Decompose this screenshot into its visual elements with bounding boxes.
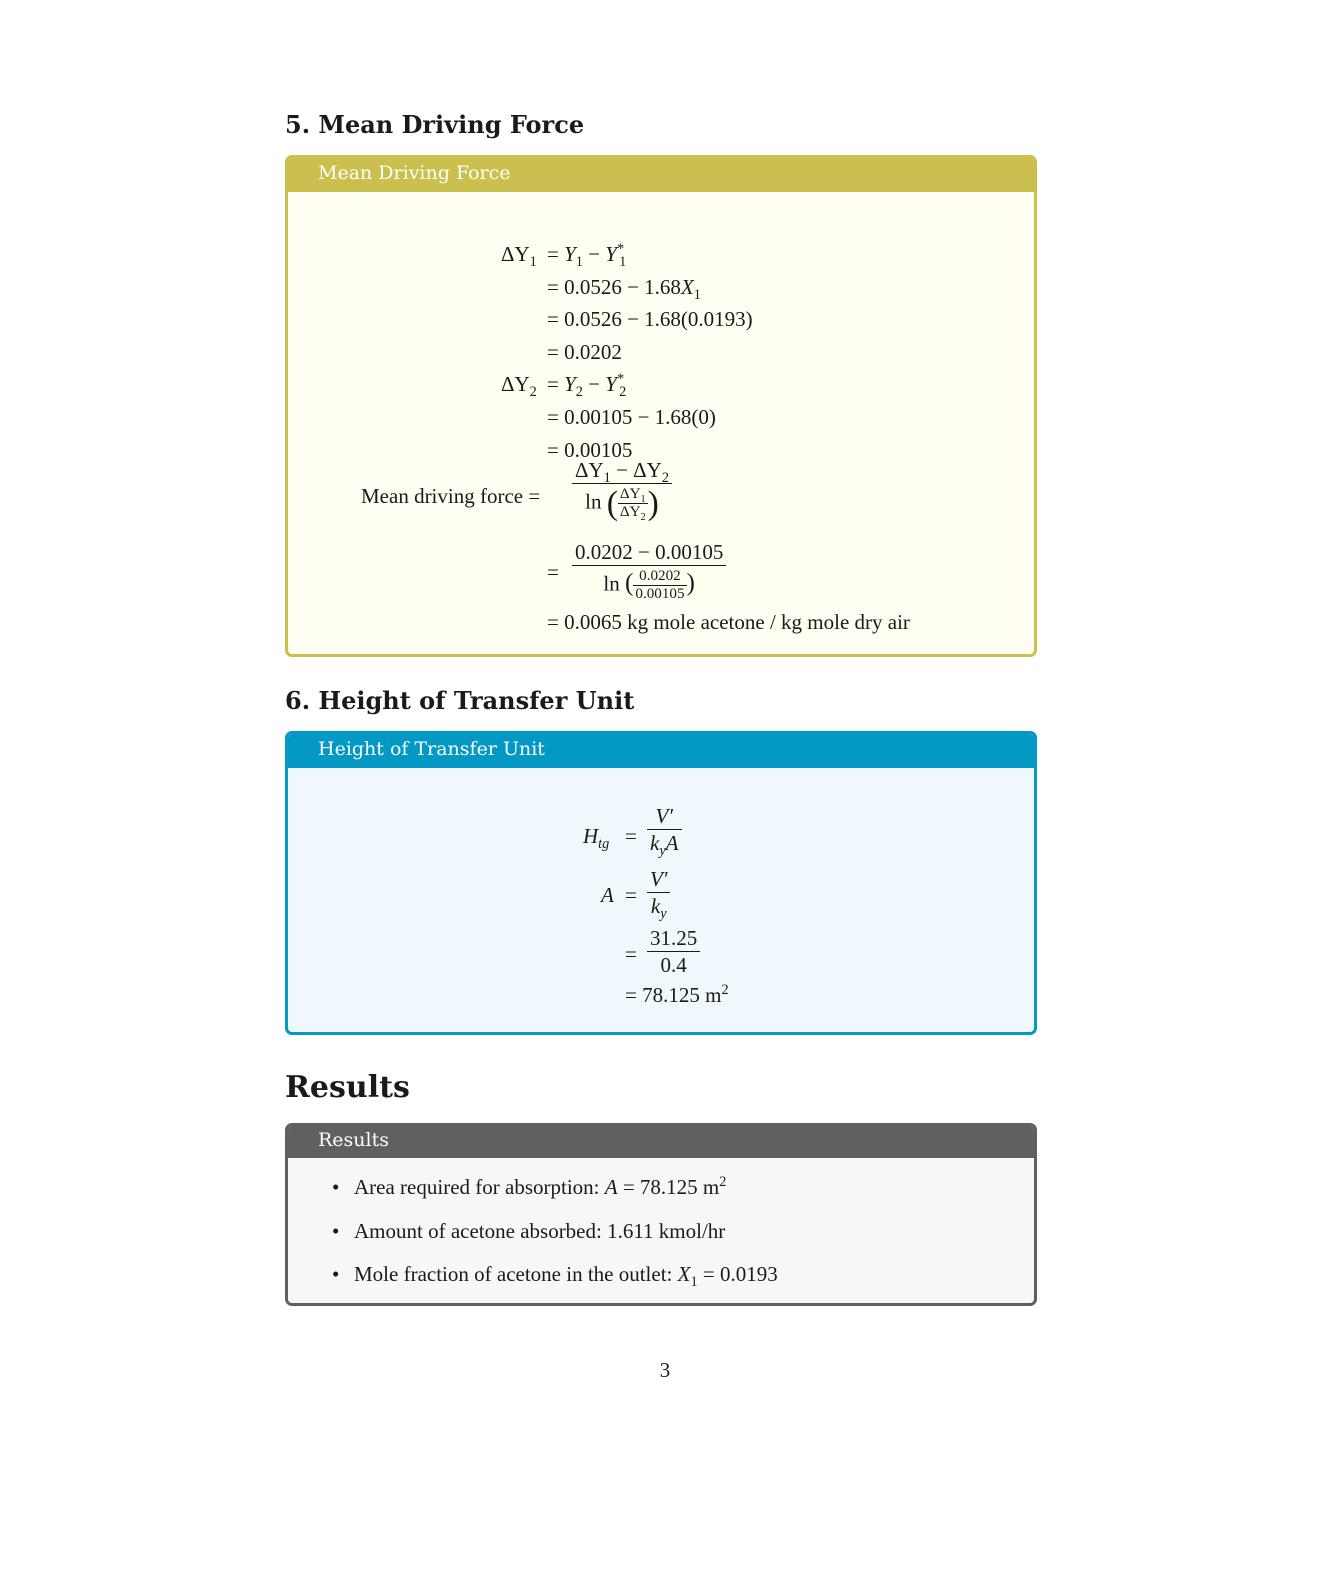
height-transfer-unit-box: [285, 731, 1037, 1035]
delta-y1-step-3: = 0.0526 − 1.68(0.0193): [547, 307, 753, 331]
mean-driving-force-box-title: Mean Driving Force: [285, 155, 1037, 192]
delta-y2-lhs: $\Delta Y_2$: [501, 372, 537, 401]
area-numeric-fraction: $\frac{31.25}{0.4}$: [647, 928, 700, 976]
results-box-title: Results: [285, 1123, 1037, 1158]
delta-y1-result: = 0.0202: [547, 340, 622, 364]
htg-lhs: $H_{tg}$: [583, 824, 610, 853]
htg-fraction: $\frac{V'}{k_yA}$: [647, 806, 682, 854]
delta-y1-rhs: = $Y_1 - Y^*_1$: [547, 241, 627, 271]
equals-sign: =: [547, 560, 559, 584]
list-item: • Mole fraction of acetone in the outlet: $X_1 = 0.0193$: [332, 1262, 778, 1291]
area-numeric-equals: =: [625, 942, 637, 966]
section-heading-height-transfer-unit: 6. Height of Transfer Unit: [285, 686, 635, 715]
delta-y1-lhs: $\Delta Y_1$: [501, 242, 537, 271]
mean-driving-force-box: [285, 155, 1037, 657]
section-heading-results: Results: [285, 1070, 410, 1105]
mean-driving-force-label: Mean driving force =: [361, 484, 541, 508]
delta-y2-rhs: = $Y_2 - Y^*_2$: [547, 371, 627, 401]
results-box: [285, 1123, 1037, 1306]
page-number: 3: [659, 1358, 671, 1382]
area-fraction: $\frac{V'}{k_y}$: [647, 869, 670, 917]
delta-y1-step-2: = $0.0526 - 1.68X_1$: [547, 275, 701, 304]
numeric-fraction: 0.0202 − 0.00105 ln ( $\frac{0.0202}{0.00105}$ ): [572, 542, 726, 602]
area-lhs: A: [601, 883, 614, 907]
height-transfer-unit-box-title: Height of Transfer Unit: [285, 731, 1037, 768]
delta-y2-step-2: = 0.00105 − 1.68(0): [547, 405, 716, 429]
htg-equals: =: [625, 824, 637, 848]
area-equals: =: [625, 883, 637, 907]
area-result: = 78.125 $m^2$: [625, 982, 729, 1007]
delta-y2-result: = 0.00105: [547, 438, 633, 462]
mean-driving-force-fraction: $\Delta Y_1 - \Delta Y_2$ ln ( $\frac{\Delta Y_1}{\Delta Y_2}$ ): [572, 460, 672, 521]
list-item: • Amount of acetone absorbed: 1.611 kmol/hr: [332, 1219, 726, 1243]
mean-driving-force-result: = 0.0065 kg mole acetone / kg mole dry air: [547, 610, 910, 634]
list-item: • Area required for absorption: A = 78.125 $m^2$: [332, 1174, 727, 1199]
section-heading-mean-driving-force: 5. Mean Driving Force: [285, 110, 585, 139]
